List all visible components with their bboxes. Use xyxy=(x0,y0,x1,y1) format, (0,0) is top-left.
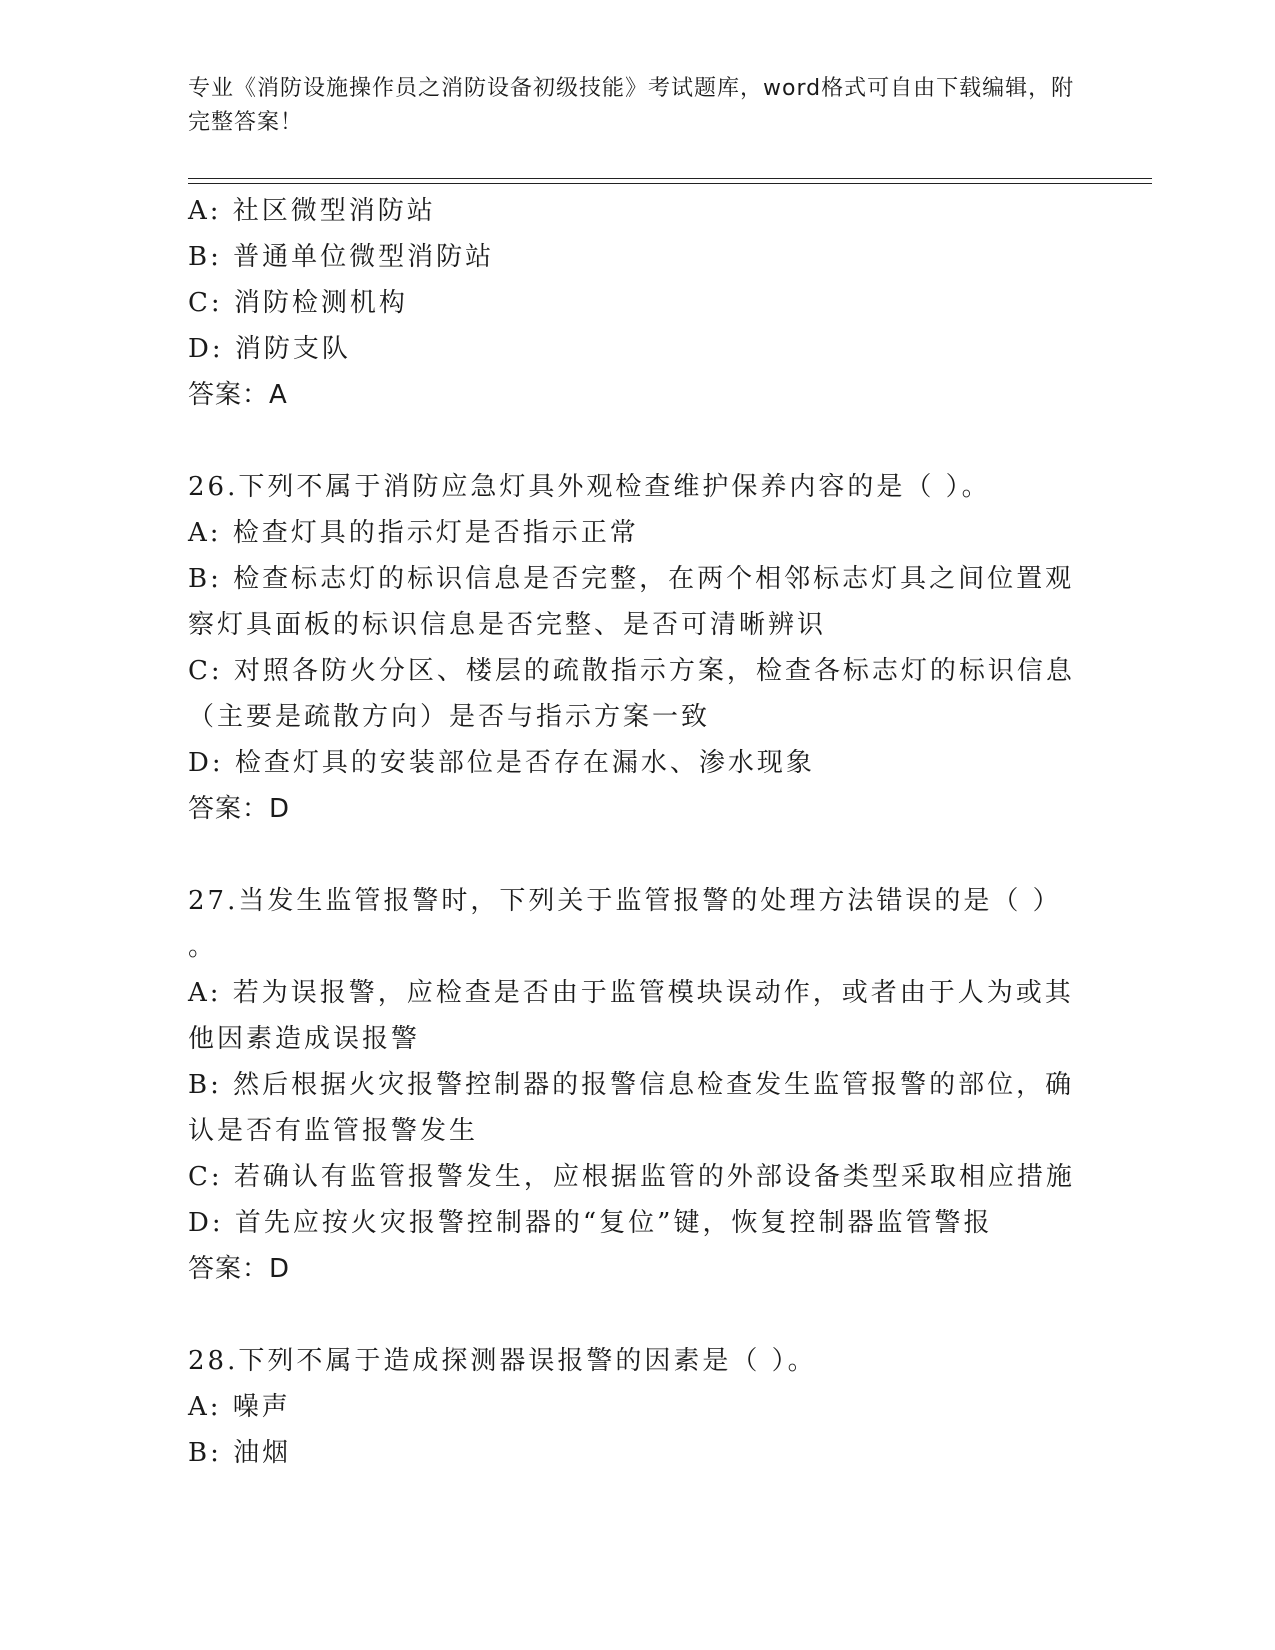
prev-question-block xyxy=(188,188,1088,418)
answer-line: 答案：D xyxy=(188,794,291,824)
option-b: B: 油烟 xyxy=(188,1438,292,1468)
header-intro-text: 专业《消防设施操作员之消防设备初级技能》考试题库，word格式可自由下载编辑，附完整答案！ xyxy=(188,76,1075,135)
question-28-stem: 28.下列不属于造成探测器误报警的因素是（ ）。 xyxy=(188,1346,817,1376)
option-a-continued: 他因素造成误报警 xyxy=(188,1024,421,1054)
answer-line: 答案：A xyxy=(188,380,288,410)
option-c: C: 消防检测机构 xyxy=(188,288,408,318)
option-d: D: 首先应按火灾报警控制器的“复位”键，恢复控制器监管警报 xyxy=(188,1208,993,1238)
option-a: A: 噪声 xyxy=(188,1392,291,1422)
header-divider-top xyxy=(188,178,1152,179)
option-b-continued: 认是否有监管报警发生 xyxy=(188,1116,479,1146)
option-d: D: 检查灯具的安装部位是否存在漏水、渗水现象 xyxy=(188,748,815,778)
question-27-stem: 27.当发生监管报警时，下列关于监管报警的处理方法错误的是（ ） xyxy=(188,886,1062,916)
option-a: A: 检查灯具的指示灯是否指示正常 xyxy=(188,518,639,548)
option-a: A: 社区微型消防站 xyxy=(188,196,436,226)
option-b: B: 检查标志灯的标识信息是否完整，在两个相邻标志灯具之间位置观 xyxy=(188,564,1075,594)
question-27-block xyxy=(188,878,1088,1292)
question-26-stem: 26.下列不属于消防应急灯具外观检查维护保养内容的是（ ）。 xyxy=(188,472,991,502)
question-28-block xyxy=(188,1338,1088,1476)
option-b: B: 然后根据火灾报警控制器的报警信息检查发生监管报警的部位，确 xyxy=(188,1070,1075,1100)
option-c: C: 若确认有监管报警发生，应根据监管的外部设备类型采取相应措施 xyxy=(188,1162,1075,1192)
option-c-continued: （主要是疏散方向）是否与指示方案一致 xyxy=(188,702,711,732)
option-d: D: 消防支队 xyxy=(188,334,351,364)
option-a: A: 若为误报警，应检查是否由于监管模块误动作，或者由于人为或其 xyxy=(188,978,1074,1008)
document-header xyxy=(188,72,1088,140)
option-b: B: 普通单位微型消防站 xyxy=(188,242,495,272)
header-divider-bottom xyxy=(188,183,1152,184)
answer-line: 答案：D xyxy=(188,1254,291,1284)
option-c: C: 对照各防火分区、楼层的疏散指示方案，检查各标志灯的标识信息 xyxy=(188,656,1075,686)
question-27-stem-continued: 。 xyxy=(188,932,218,962)
option-b-continued: 察灯具面板的标识信息是否完整、是否可清晰辨识 xyxy=(188,610,827,640)
question-content xyxy=(188,188,1088,1476)
question-26-block xyxy=(188,464,1088,832)
